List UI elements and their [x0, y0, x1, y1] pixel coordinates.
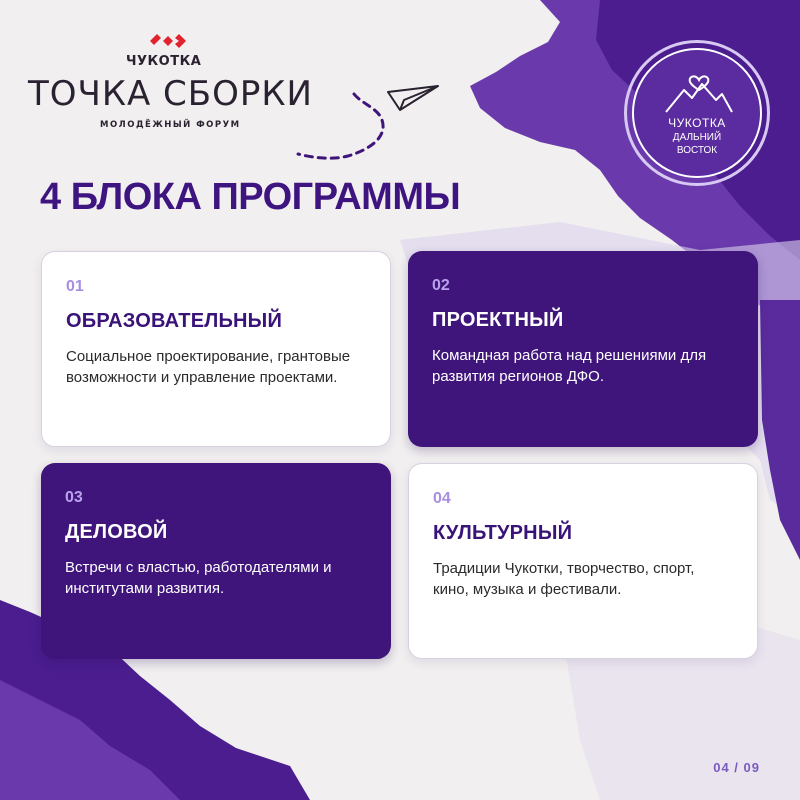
- logo-name-text: ТОЧКА СБОРКИ: [28, 74, 313, 114]
- program-card-business: [41, 463, 391, 659]
- card-title: КУЛЬТУРНЫЙ: [433, 522, 573, 544]
- card-description: Командная работа над решениями для развития регионов ДФО.: [432, 347, 707, 385]
- card-number: 01: [66, 278, 84, 295]
- card-description: Встречи с властью, работодателями и институтами развития.: [65, 559, 332, 597]
- paper-plane-icon: [292, 80, 442, 170]
- logo-mark-icon: [148, 30, 188, 52]
- program-card-project: [408, 251, 758, 447]
- page-title: 4 БЛОКА ПРОГРАММЫ: [40, 176, 461, 218]
- forum-logo: [28, 28, 318, 138]
- logo-subtitle-text: МОЛОДЁЖНЫЙ ФОРУМ: [100, 120, 241, 130]
- card-title: ДЕЛОВОЙ: [65, 521, 168, 543]
- card-number: 03: [65, 489, 83, 506]
- logo-region-text: ЧУКОТКА: [126, 54, 202, 69]
- badge-circle: [632, 48, 762, 178]
- card-description: Социальное проектирование, грантовые возможности и управление проектами.: [66, 348, 351, 386]
- page-counter: 04 / 09: [713, 760, 760, 775]
- program-card-educational: [41, 251, 391, 447]
- mountains-heart-icon: [664, 64, 734, 114]
- card-description: Традиции Чукотки, творчество, спорт, кино, музыка и фестивали.: [433, 560, 695, 598]
- badge-line-1: ДАЛЬНИЙ: [672, 132, 722, 143]
- card-title: ПРОЕКТНЫЙ: [432, 309, 564, 331]
- badge-line-2: ВОСТОК: [676, 145, 718, 156]
- program-card-cultural: [408, 463, 758, 659]
- card-number: 02: [432, 277, 450, 294]
- card-title: ОБРАЗОВАТЕЛЬНЫЙ: [66, 310, 283, 332]
- region-badge: [624, 40, 770, 186]
- badge-title: ЧУКОТКА: [668, 116, 726, 130]
- card-number: 04: [433, 490, 451, 507]
